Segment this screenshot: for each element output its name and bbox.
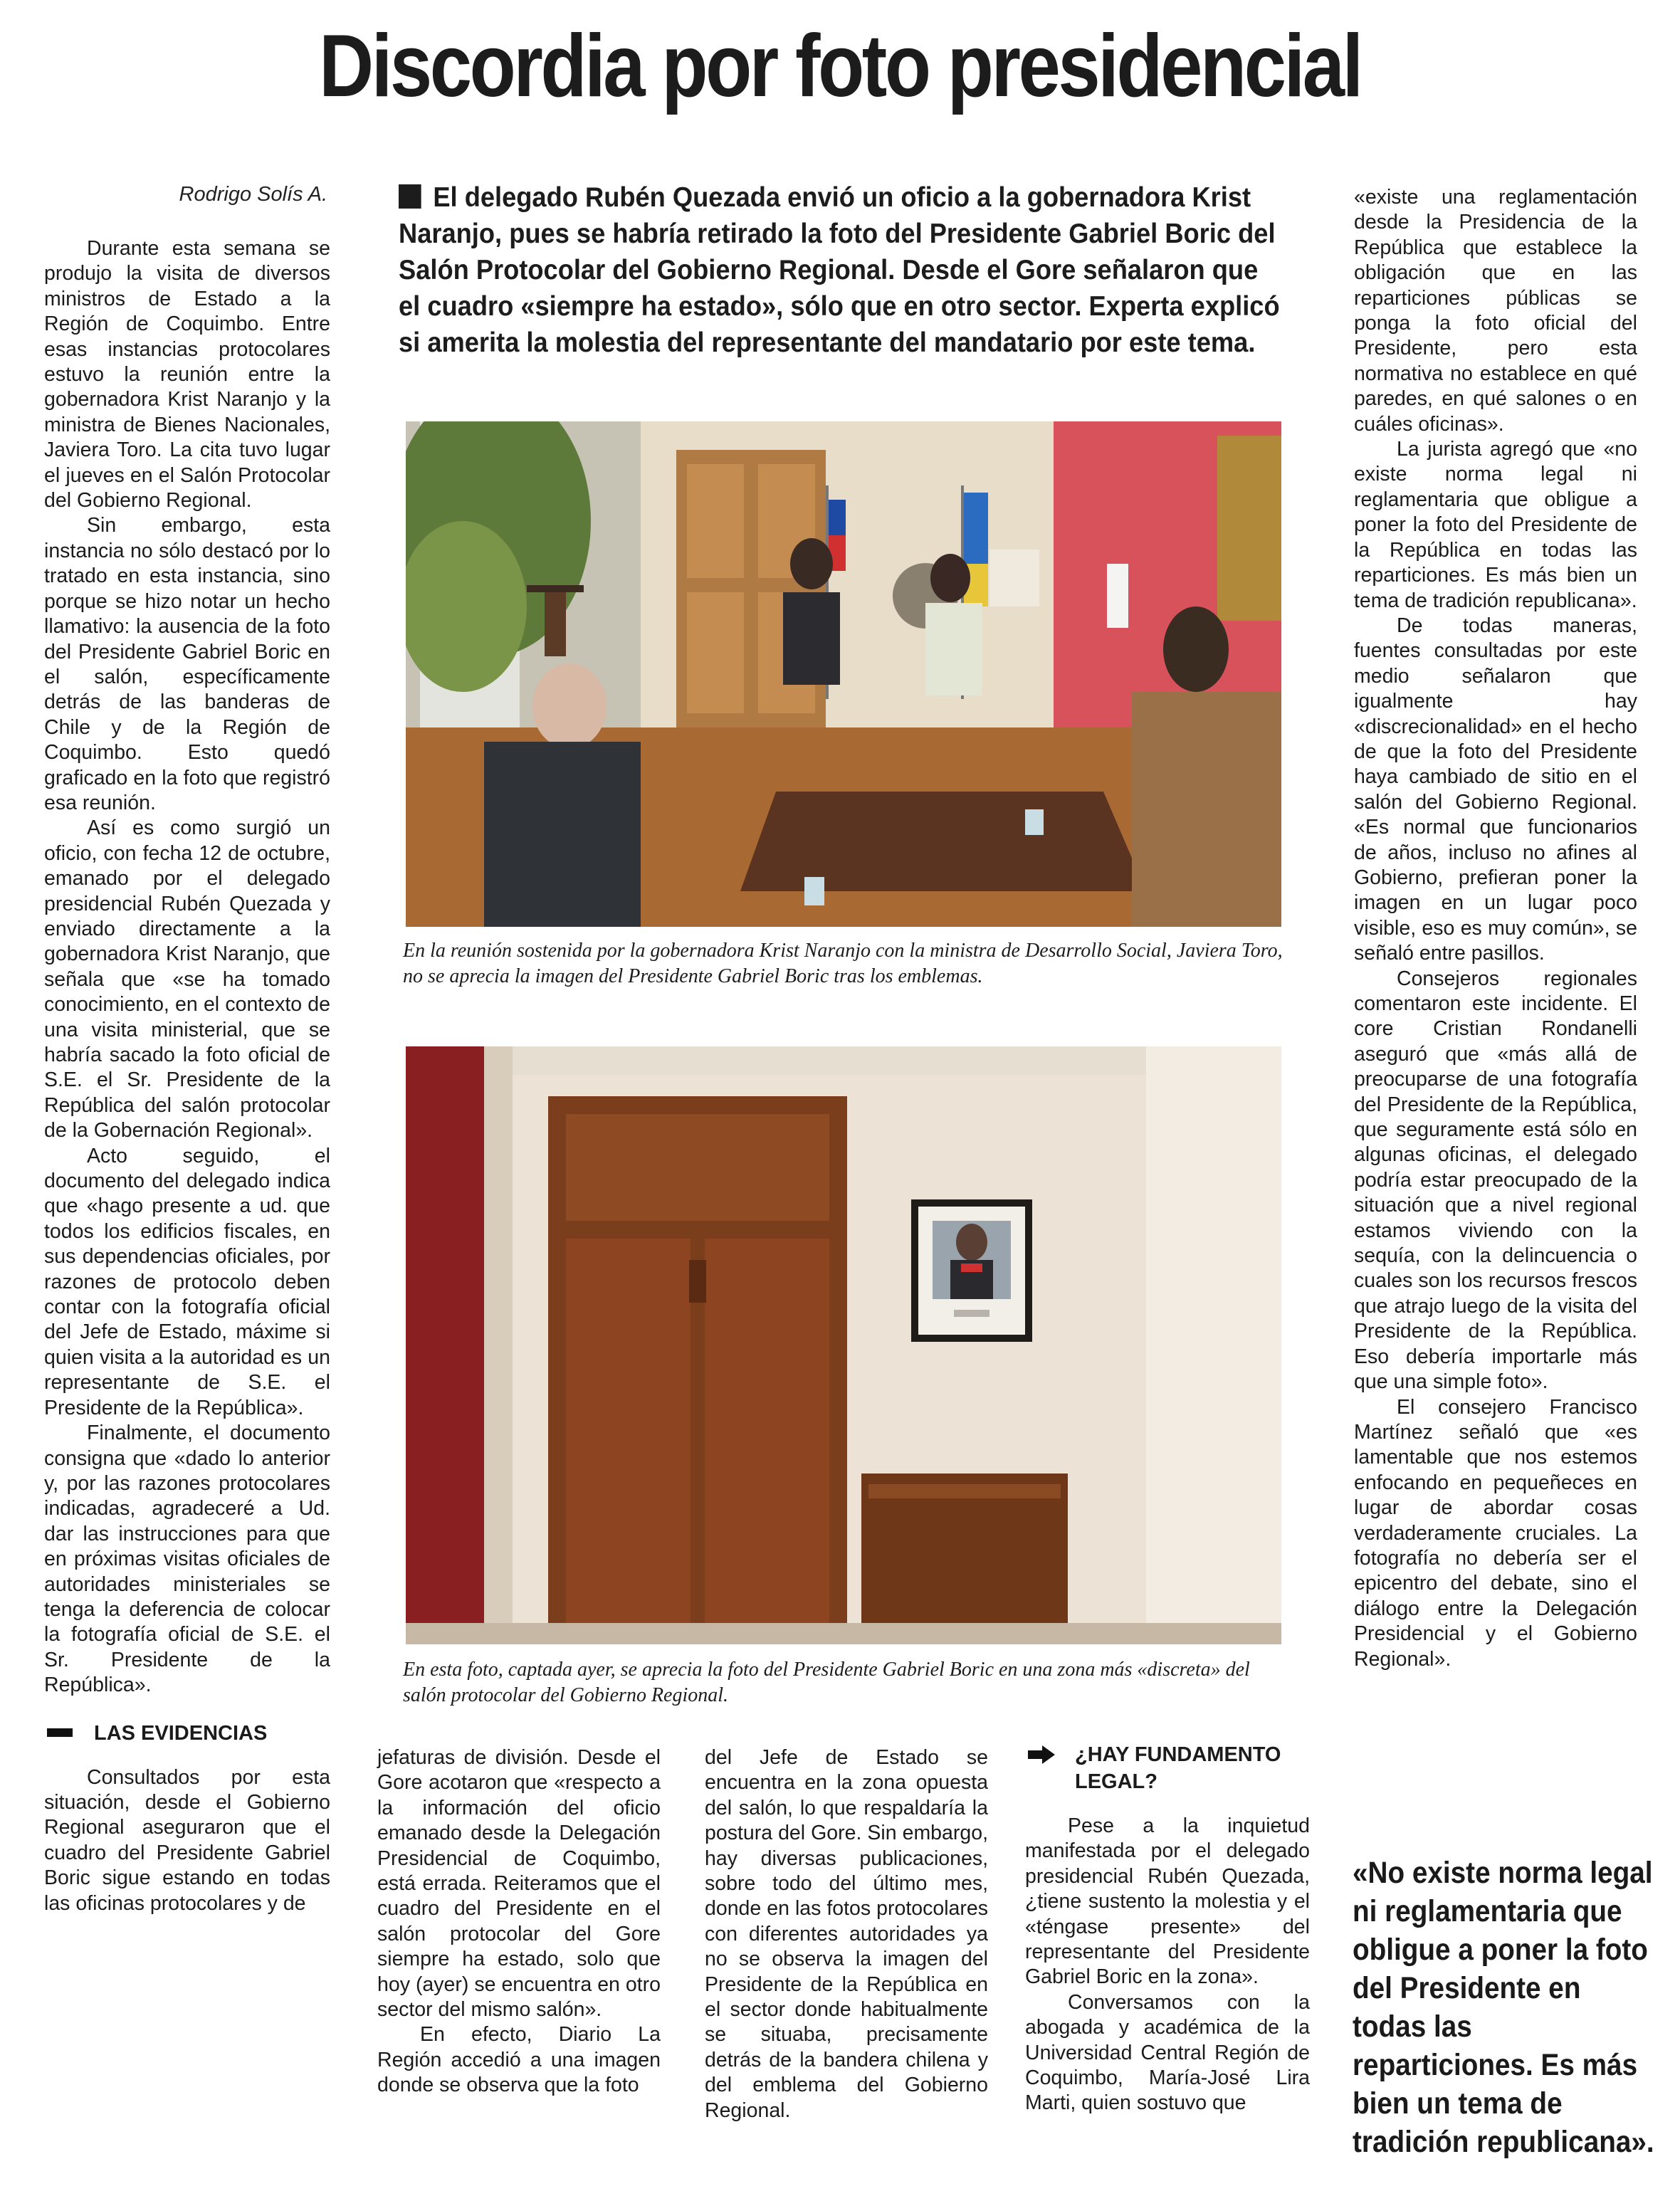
col4-paragraph-2: Conversamos con la abogada y académica de la Universidad Central Región de Coquimbo, María-José Lira Marti, quien sostuvo que	[1025, 1990, 1310, 2115]
lead-text: El delegado Rubén Quezada envió un oficio a la gobernadora Krist Naranjo, pues se habría retirado la foto del Presidente Gabriel Boric del Salón Protocolar del Gobierno Regional. Desde el Gore señalaron que el cuadro «siempre ha estado», sólo que en otro sector. Experta explicó si amerita la molestia del representante del mandatario por este tema.	[399, 182, 1280, 358]
subhead-evidencias	[44, 1720, 330, 1747]
col5-paragraph-1: «existe una reglamentación desde la Presidencia de la República que establece la obligación que en las reparticiones públicas se ponga la foto oficial del Presidente, pero esta normativa no establece en qué paredes, en qué salones o en cuáles oficinas».	[1354, 186, 1637, 436]
arrow-right-icon	[1028, 1745, 1054, 1763]
column-3	[705, 1745, 988, 2123]
col5-paragraph-3: De todas maneras, fuentes consultadas por este medio señalaron que igualmente hay «discrecionalidad» en el hecho de que la foto del Presidente haya cambiado de sitio en el salón del Gobierno Regional. «Es normal que funcionarios de años, incluso no afines al Gobierno, prefieran poner la imagen en un lugar poco visible, eso es muy común», se señaló entre pasillos.	[1354, 614, 1637, 965]
subhead-fundamento-label: ¿HAY FUNDAMENTO LEGAL?	[1075, 1743, 1281, 1793]
col1-paragraph-5: Finalmente, el documento consigna que «dado lo anterior y, por las razones protocolares indicadas, agradeceré a Ud. dar las instrucciones para que en próximas visitas oficiales de autoridades ministeriales se tenga la deferencia de colocar la fotografía oficial de S.E. el Sr. Presidente de la República».	[44, 1422, 330, 1697]
col2-paragraph-1: jefaturas de división. Desde el Gore acotaron que «respecto a la información del oficio emanado desde la Delegación Presidencial de Coquimbo, está errada. Reiteramos que el cuadro del Presidente en el salón protocolar del Gore siempre ha estado, solo que hoy (ayer) se encuentra en otro sector del mismo salón».	[377, 1746, 661, 2022]
col1-paragraph-1: Durante esta semana se produjo la visita de diversos ministros de Estado a la Región de Coquimbo. Entre esas instancias protocolares estuvo la reunión entre la gobernadora Krist Naranjo y la ministra de Bienes Nacionales, Javiera Toro. La cita tuvo lugar el jueves en el Salón Protocolar del Gobierno Regional.	[44, 237, 330, 513]
byline: Rodrigo Solís A.	[179, 183, 327, 206]
column-2	[377, 1745, 661, 2098]
photo-portrait	[406, 1046, 1281, 1644]
col1-paragraph-6: Consultados por esta situación, desde el Gobierno Regional aseguraron que el cuadro del Presidente Gabriel Boric sigue estando en todas las oficinas protocolares y de	[44, 1765, 330, 1915]
col1-paragraph-2: Sin embargo, esta instancia no sólo destacó por lo tratado en esta instancia, sino porque se hizo notar un hecho llamativo: la ausencia de la foto del Presidente Gabriel Boric en el salón, específicamente detrás de las banderas de Chile y de la Región de Coquimbo. Esto quedó graficado en la foto que registró esa reunión.	[44, 514, 330, 814]
photo-meeting	[406, 421, 1281, 927]
minus-icon	[47, 1728, 73, 1737]
photo-meeting-image	[406, 421, 1281, 927]
pull-quote: «No existe norma legal ni reglamentaria que obligue a poner la foto del Presidente en todas las reparticiones. Es más bien un tema de tradición republicana».	[1353, 1856, 1654, 2159]
caption-portrait: En esta foto, captada ayer, se aprecia la foto del Presidente Gabriel Boric en una zona más «discreta» del salón protocolar del Gobierno Regional.	[403, 1659, 1250, 1706]
lead-paragraph	[399, 179, 1281, 361]
col5-paragraph-4: Consejeros regionales comentaron este incidente. El core Cristian Rondanelli aseguró que «más allá de preocuparse de una fotografía del Presidente de la República, que seguramente está sólo en algunas oficinas, el delegado podría estar preocupado de la situación que a nivel regional estamos viviendo con la sequía, con la delincuencia o cuales son los recursos frescos que atrajo luego de la visita del Presidente de la República. Eso debería importarle más que una simple foto».	[1354, 967, 1637, 1394]
col2-paragraph-2: En efecto, Diario La Región accedió a una imagen donde se observa que la foto	[377, 2023, 661, 2097]
column-4	[1025, 1741, 1310, 2116]
headline: Discordia por foto presidencial	[319, 17, 1361, 115]
col3-paragraph-1: del Jefe de Estado se encuentra en la zona opuesta del salón, lo que respaldaría la postura del Gore. Sin embargo, hay diversas publicaciones, sobre todo del último mes, donde en las fotos protocolares con diferentes autoridades ya no se observa la imagen del Presidente de la República en el sector donde habitualmente se situaba, precisamente detrás de la bandera chilena y del emblema del Gobierno Regional.	[705, 1746, 988, 2122]
subhead-evidencias-label: LAS EVIDENCIAS	[94, 1721, 268, 1745]
col5-paragraph-2: La jurista agregó que «no existe norma legal ni reglamentaria que obligue a poner la foto del Presidente de la República en todas las reparticiones. Es más bien un tema de tradición republicana».	[1354, 438, 1637, 612]
col1-paragraph-4: Acto seguido, el documento del delegado indica que «hago presente a ud. que todos los edificios fiscales, en sus dependencias oficiales, por razones de protocolo deben contar con la fotografía oficial del Jefe de Estado, máxime si quien visita a la autoridad es un representante de S.E. el Presidente de la República».	[44, 1144, 330, 1419]
subhead-fundamento	[1025, 1741, 1310, 1795]
column-1	[44, 236, 330, 1916]
caption-meeting: En la reunión sostenida por la gobernadora Krist Naranjo con la ministra de Desarrollo Social, Javiera Toro, no se aprecia la imagen del Presidente Gabriel Boric tras los emblemas.	[403, 940, 1283, 987]
col1-paragraph-3: Así es como surgió un oficio, con fecha 12 de octubre, emanado por el delegado presidencial Rubén Quezada y enviado directamente a la gobernadora Krist Naranjo, que señala que «se ha tomado conocimiento, en el contexto de una visita ministerial, que se habría sacado la foto oficial de S.E. el Sr. Presidente de la República del salón protocolar de la Gobernación Regional».	[44, 816, 330, 1142]
col5-paragraph-5: El consejero Francisco Martínez señaló que «es lamentable que nos estemos enfocando en pequeñeces en lugar de abordar cosas verdaderamente cruciales. La fotografía no debería ser el epicentro del debate, sino el diálogo entre la Delegación Presidencial y el Gobierno Regional».	[1354, 1395, 1637, 1671]
lead-square-icon	[399, 184, 421, 209]
photo-portrait-image	[406, 1046, 1281, 1644]
column-5	[1354, 185, 1637, 1672]
col4-paragraph-1: Pese a la inquietud manifestada por el delegado presidencial Rubén Quezada, ¿tiene sustento la molestia y el «téngase presente» del representante del Presidente Gabriel Boric en la zona».	[1025, 1814, 1310, 1989]
